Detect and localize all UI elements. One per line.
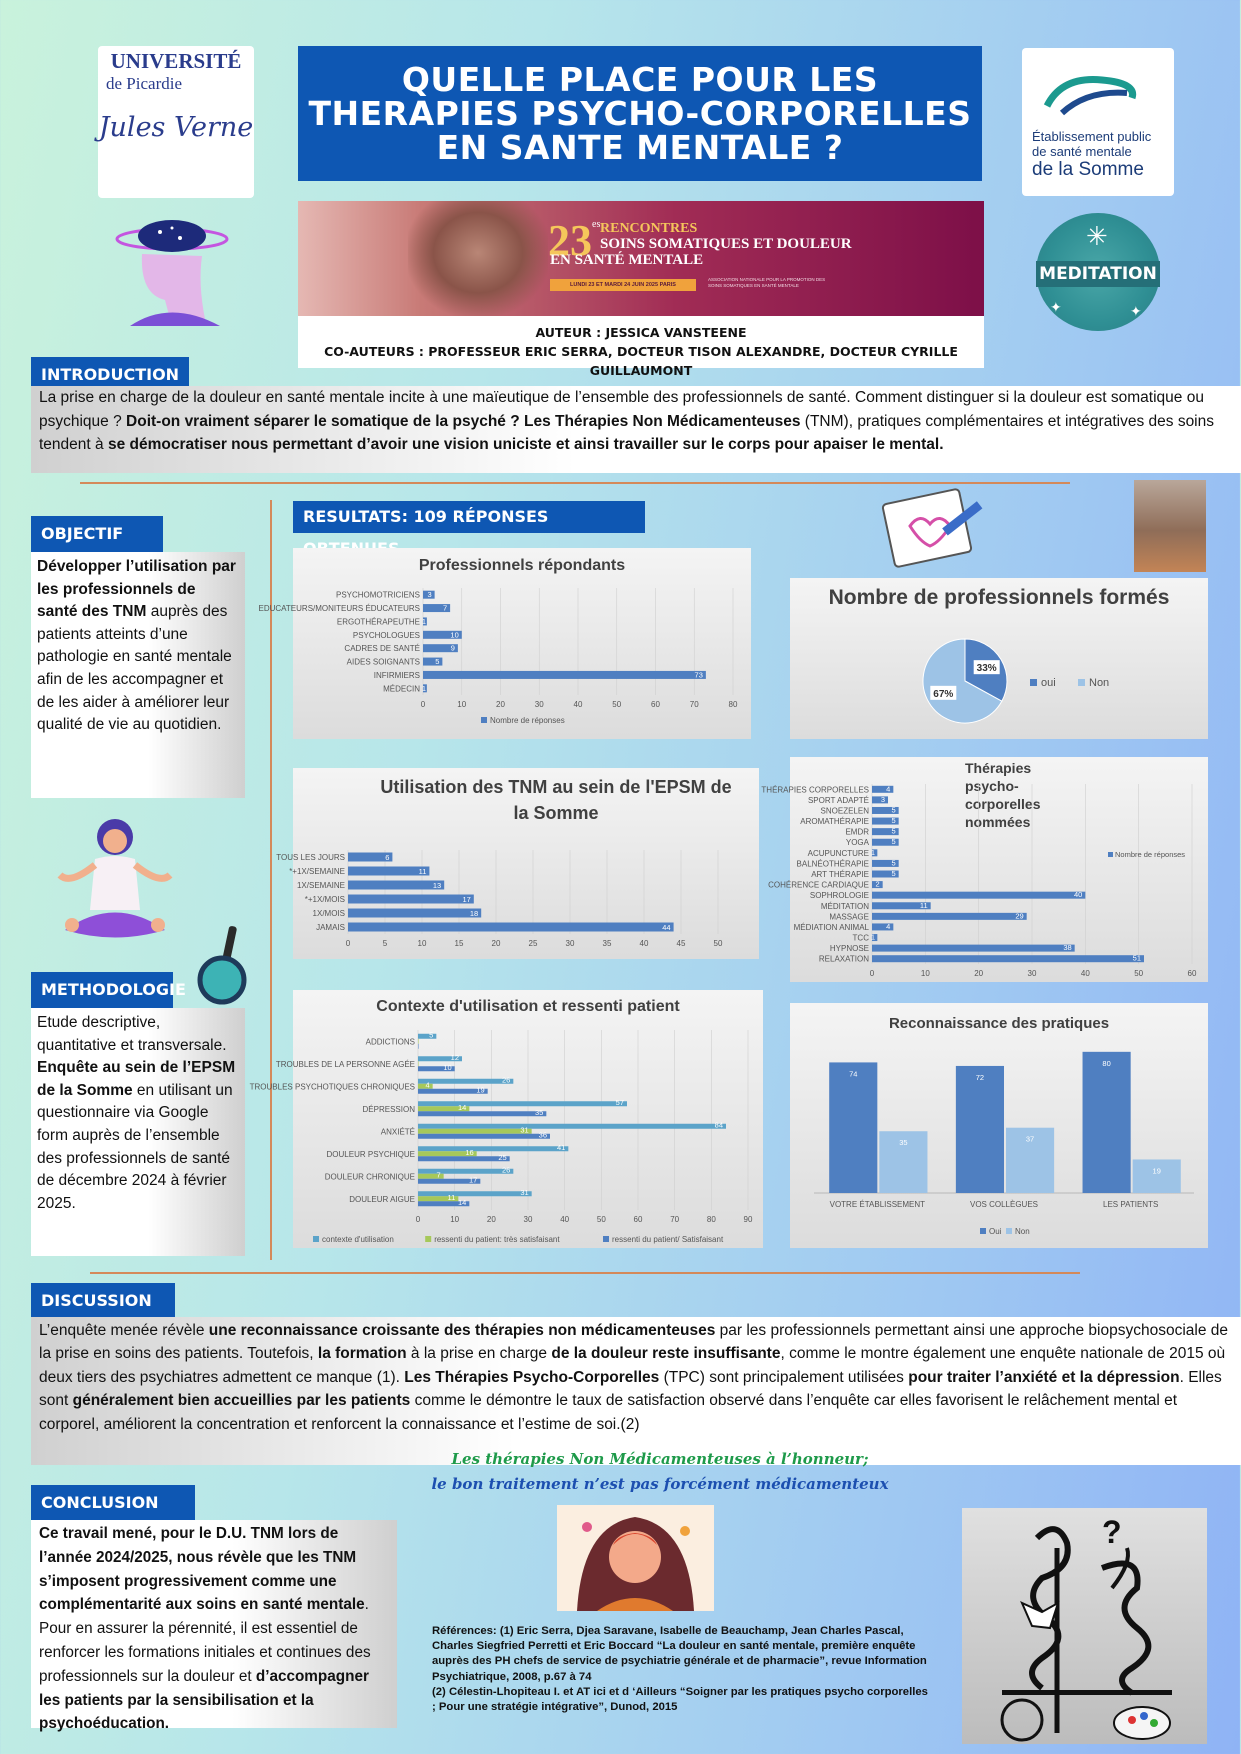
category-label: 1X/MOIS [312,909,345,918]
category-label: TROUBLES DE LA PERSONNE AGÉE [275,1059,415,1069]
coauthors-line: CO-AUTEURS : PROFESSEUR ERIC SERRA, DOCTEUR TISON ALEXANDRE, DOCTEUR CYRILLE GUILLAUMONT [324,344,958,378]
category-label: SOPHROLOGIE [809,891,869,901]
data-label: 80 [1102,1058,1111,1068]
x-tick-label: 60 [633,1215,643,1224]
data-label: 11 [919,900,928,910]
univ-logo-line1: UNIVERSITÉ [110,49,242,73]
disc-t5: (TPC) sont principalement utilisées [659,1368,909,1386]
bar [423,671,706,679]
data-label: 35 [899,1138,908,1148]
bar [348,923,674,932]
x-tick-label: 60 [651,700,660,709]
bar [1133,1159,1181,1193]
x-tick-label: 70 [689,700,699,709]
data-label: 73 [694,670,703,680]
category-label: DÉPRESSION [362,1104,415,1114]
bar [348,867,429,876]
data-label: 19 [476,1085,485,1095]
x-tick-label: 30 [523,1215,533,1224]
legend-swatch [1108,852,1113,857]
legend-swatch [481,717,487,723]
data-label: 51 [1132,953,1141,963]
disc-t7: comme le démontre le taux de satisfaction observé dans l’enquête car elles favorisent le relâchement mental et corporel, améliorent la concentration et renforcent la connaissance et l’estime de soi.(2) [39,1392,1178,1433]
chart-reconnaissance-plot [790,1003,1208,1248]
category-label: VOTRE ÉTABLISSEMENT [829,1200,926,1209]
reference-2: (2) Célestin-Lhopiteau I. et AT ici et d ‘Ailleurs “Soigner par les pratiques psycho corporelles ; Pour une stratégie intégrative”, Dunod, 2015 [432,1685,928,1714]
category-label: SPORT ADAPTÉ [807,795,869,805]
authors-block [298,316,984,378]
conference-banner [298,201,984,316]
discussion-text [31,1317,1241,1465]
section-heading-methodologie: METHODOLOGIE [31,972,173,1008]
objectif-bold: Développer l’utilisation par les professionnels de santé des TNM [37,558,236,621]
legend-swatch [980,1228,986,1234]
data-label: 31 [520,1187,529,1197]
meditation-badge-label: MEDITATION [1036,261,1160,287]
category-label: JAMAIS [316,923,345,932]
data-label: 14 [457,1197,467,1207]
category-label: COHÉRENCE CARDIAQUE [768,880,869,890]
chart-title: Thérapies psycho-corporelles nommées [965,760,1041,830]
notebook-heart-icon [880,484,990,566]
concl-text: . Pour en assurer la pérennité, il est essentiel de renforcer les formations initiales et continues des professionnels sur la douleur et [39,1596,371,1685]
bar [418,1061,419,1066]
data-label: 16 [465,1147,474,1157]
legend-label: ressenti du patient/ Satisfaisant [612,1235,724,1244]
tagline-quote [400,1447,920,1497]
disc-b6: généralement bien accueillies par les patients [72,1392,411,1410]
star-icon-2: ✦ [1130,303,1142,319]
x-tick-label: 40 [1080,969,1090,978]
x-tick-label: 80 [728,700,738,709]
svg-text:?: ? [1102,1514,1122,1550]
data-label: 11 [418,867,427,876]
x-tick-label: 20 [486,1215,496,1224]
bar [348,895,474,904]
x-tick-label: 50 [1134,969,1144,978]
data-label: 7 [436,1170,441,1180]
chart-title: Utilisation des TNM au sein de l'EPSM de la Somme [380,777,732,823]
meth-text-1: Etude descriptive, quantitative et transversale. [37,1014,227,1054]
banner-line2: SOINS SOMATIQUES ET DOULEUR [600,236,852,252]
chart-title: Contexte d'utilisation et ressenti patient [376,998,680,1015]
chart-therapies [761,757,1208,982]
magnifier-icon [196,922,256,1004]
data-label: 10 [443,1062,452,1072]
caduceus-icon [962,1508,1207,1744]
bar [872,913,1027,920]
bar [418,1146,568,1151]
x-tick-label: 80 [706,1215,716,1224]
data-label: 72 [975,1072,985,1082]
category-label: AIDES SOIGNANTS [346,657,420,667]
category-label: MASSAGE [829,912,869,922]
data-label: 37 [1025,1134,1035,1144]
bar [418,1129,532,1134]
data-label: 1 [421,683,426,693]
star-icon: ✦ [1050,299,1062,315]
data-label: 26 [501,1075,511,1085]
data-label: 5 [435,657,440,667]
legend-label: Nombre de réponses [490,716,565,725]
legend-swatch [1030,679,1037,686]
legend-label: contexte d'utilisation [322,1235,394,1244]
data-label: 18 [469,909,479,918]
x-tick-label: 50 [612,700,622,709]
bar [872,955,1144,962]
category-label: ANXIÉTÉ [380,1127,415,1137]
x-tick-label: 10 [417,939,427,948]
data-label: 29 [1015,911,1024,921]
bar [418,1191,532,1196]
bar [423,658,442,666]
category-label: 1X/SEMAINE [296,881,345,890]
x-tick-label: 30 [565,939,575,948]
data-label: 2 [875,879,880,889]
data-label: 57 [615,1097,624,1107]
data-label: 44 [662,923,671,932]
x-tick-label: 90 [743,1215,753,1224]
data-label: 13 [432,881,442,890]
data-label: 5 [891,805,896,815]
legend-label: oui [1041,677,1056,689]
data-label: 4 [886,921,891,931]
x-tick-label: 30 [1027,969,1037,978]
category-label: DOULEUR AIGUE [349,1194,415,1204]
banner-sup: es [592,219,601,230]
category-label: ADDICTIONS [365,1037,415,1047]
x-tick-label: 25 [528,939,538,948]
data-label: 41 [556,1142,566,1152]
category-label: THÉRAPIES CORPORELLES [761,785,869,795]
data-label: 4 [425,1080,430,1090]
x-tick-label: 35 [602,939,612,948]
intro-text-1: La prise en charge de la douleur en santé mentale incite à une maïeutique de l’ensemble des professionnels de santé. Comment distinguer si la douleur est somatique ou psychique ? [39,389,1204,430]
introduction-text [31,386,1241,473]
epsm-logo-line1: Établissement public [1032,129,1152,144]
disc-t1: L’enquête menée révèle [39,1322,209,1339]
data-label: 38 [1063,943,1072,953]
bar [418,1124,726,1129]
category-label: EDUCATEURS/MONITEURS ÉDUCATEURS [258,604,420,614]
category-label: TROUBLES PSYCHOTIQUES CHRONIQUES [249,1082,415,1092]
x-tick-label: 20 [974,969,984,978]
references [432,1624,930,1715]
disc-b2: la formation [317,1345,407,1363]
category-label: MÉDECIN [383,684,420,694]
category-label: RELAXATION [818,954,869,964]
epsm-logo-line2: de santé mentale [1032,144,1132,159]
legend-swatch [603,1236,609,1242]
data-label: 31 [520,1125,529,1135]
category-label: MÉDIATION ANIMAL [793,922,869,932]
author-line: AUTEUR : JESSICA VANSTEENE [535,325,747,340]
legend-label: Nombre de réponses [1115,850,1186,859]
brain-galaxy-icon [110,214,240,334]
sparkle-icon: ✳ [1086,221,1108,251]
chart-title: Reconnaissance des pratiques [888,1015,1110,1032]
meditation-badge [1036,213,1160,331]
methodologie-text [31,1008,245,1256]
x-tick-label: 0 [869,969,875,978]
data-label: 84 [714,1120,723,1130]
bar [418,1134,550,1139]
chart-legend [481,716,565,725]
bar [418,1044,419,1049]
x-tick-label: 50 [596,1215,606,1224]
concl-bold-1: Ce travail mené, pour le D.U. TNM lors de l’année 2024/2025, nous révèle que les TNM s’imposent progressivement comme une complémentarité aux soins en santé mentale [39,1525,365,1614]
disc-b3: de la douleur reste insuffisante [551,1345,781,1363]
bar [348,881,444,890]
intro-text-2: (TNM), pratiques complémentaires et intégratives des soins tendent à [39,412,1214,453]
legend-swatch [1006,1228,1012,1234]
bar [418,1156,510,1161]
univ-logo [98,46,254,198]
objectif-text [31,552,245,798]
x-tick-label: 0 [345,939,351,948]
section-heading-resultats: RESULTATS: 109 RÉPONSES [293,501,645,533]
x-tick-label: 60 [1187,969,1197,978]
chart-utilisation-plot [276,768,759,959]
category-label: ART THÉRAPIE [811,870,869,879]
category-label: DOULEUR PSYCHIQUE [326,1149,415,1159]
x-tick-label: 10 [457,700,467,709]
chart-professionnels [258,548,751,739]
disc-b5: pour traiter l’anxiété et la dépression [908,1368,1180,1386]
x-tick-label: 70 [670,1215,680,1224]
category-label: MÉDITATION [820,901,869,911]
epsm-swirl-icon [1032,68,1162,124]
data-label: 17 [468,1175,478,1185]
chart-formes-plot [790,578,1208,739]
category-label: PSYCHOMOTRICIENS [335,590,420,600]
quote-line-1: Les thérapies Non Médicamenteuses à l’honneur; [451,1450,869,1468]
x-tick-label: 5 [382,939,388,948]
epsm-logo-line3: de la Somme [1032,159,1144,180]
bar [872,892,1085,899]
category-label: VOS COLLÈGUES [969,1200,1039,1209]
meth-bold: Enquête au sein de l’EPSM de la Somme [37,1059,236,1099]
intro-bold-1: Doit-on vraiment séparer le somatique de la psyché ? Les Thérapies Non Médicamenteuses [126,412,801,430]
x-tick-label: 20 [496,700,505,709]
x-tick-label: 40 [639,939,649,948]
category-label: PSYCHOLOGUES [352,630,420,640]
divider-2 [90,1272,1080,1274]
woman-mind-illustration [557,1505,714,1611]
category-label: SNOEZELEN [820,806,869,816]
stacked-stones-photo [1134,480,1206,572]
vertical-divider [270,500,272,1260]
data-label: 26 [501,1165,511,1175]
category-label: ERGOTHÉRAPEUTHE [336,617,420,627]
intro-bold-2: se démocratiser nous permettant d’avoir une vision uniciste et ainsi travailler sur le corps pour apaiser le mental. [107,436,944,453]
concl-bold-2: d’accompagner les patients par la sensibilisation et la psychoéducation. [39,1667,369,1733]
chart-formes [790,578,1208,739]
data-label: 36 [538,1130,547,1140]
data-label: 5 [891,869,896,878]
section-heading-conclusion: CONCLUSION [31,1485,195,1521]
x-tick-label: 0 [415,1215,421,1224]
category-label: YOGA [845,838,869,848]
category-label: AROMATHÉRAPIE [800,817,869,827]
univ-logo-line2: de Picardie [106,74,182,93]
category-label: TCC [852,933,869,943]
data-label: 1 [870,932,875,942]
data-label: 1 [870,847,875,857]
chart-therapies-plot [761,757,1208,982]
chart-reconnaissance [790,1003,1208,1248]
legend-label: Oui [989,1227,1002,1236]
disc-b1: une reconnaissance croissante des thérapies non médicamenteuses [208,1322,716,1339]
data-label: 7 [442,603,448,613]
category-label: EMDR [845,827,869,837]
data-label: 12 [450,1052,459,1062]
chart-title: Professionnels répondants [418,557,626,574]
x-tick-label: 50 [713,939,723,948]
category-label: ACUPUNCTURE [807,848,869,858]
epsm-logo [1022,48,1174,196]
objectif-body: auprès des patients atteints d’une pathologie en santé mentale afin de les accompagner et de les aider à améliorer leur qualité de vie au quotidien. [37,603,232,734]
category-label: BALNÉOTHÉRAPIE [796,859,869,869]
chart-professionnels-plot [258,548,751,739]
chart-legend [1108,850,1185,859]
chart-contexte-plot [249,990,763,1248]
bar [418,1101,627,1106]
data-label: 17 [462,895,471,904]
legend-swatch [425,1236,431,1242]
chart-title: Nombre de professionnels formés [828,586,1170,609]
bar [418,1039,419,1044]
category-label: DOULEUR CHRONIQUE [324,1172,415,1182]
legend-label: Non [1015,1227,1030,1236]
section-heading-introduction: INTRODUCTION [31,357,189,393]
section-heading-discussion: DISCUSSION [31,1283,175,1319]
disc-t6: . Elles sont [39,1368,1222,1410]
data-label: 1 [421,616,426,626]
meditating-person-icon [50,815,180,955]
banner-number: 23 [548,216,592,265]
data-label: 5 [891,837,896,847]
data-label: 5 [891,826,896,836]
data-label: 9 [450,643,455,653]
data-label: 35 [534,1107,544,1117]
data-label: 3 [880,794,885,804]
data-label: 19 [1152,1166,1161,1176]
data-label: 5 [891,816,896,826]
bar [829,1062,877,1193]
reference-1: Références: (1) Eric Serra, Djea Saravane, Isabelle de Beauchamp, Jean Charles Pascal, Charles Siegfried Perretti et Eric Boccard “La douleur en santé mentale, première enquête auprès des PH chefs de service de psychiatrie générale et de pharmacie”, revue Information Psychiatrique, 2008, p.67 à 74 [432,1625,927,1683]
data-label: 3 [427,590,432,600]
section-heading-objectif: OBJECTIF [31,516,163,552]
conclusion-text [31,1520,397,1733]
category-label: INFIRMIERS [373,670,420,680]
x-tick-label: 10 [450,1215,460,1224]
legend-label: Non [1089,677,1110,689]
x-tick-label: 0 [420,700,426,709]
data-label: 40 [1073,890,1083,900]
chart-utilisation [276,768,759,959]
data-label: 11 [447,1192,456,1202]
x-tick-label: 45 [676,939,686,948]
caduceus-drawing [962,1508,1207,1744]
bar [418,1169,513,1174]
banner-assoc: ASSOCIATION NATIONALE POUR LA PROMOTION DES SOINS SOMATIQUES EN SANTÉ MENTALE [708,277,826,288]
category-label: HYPNOSE [829,944,869,954]
banner-line3: EN SANTÉ MENTALE [550,252,704,268]
bar [418,1034,436,1039]
category-label: TOUS LES JOURS [276,853,345,862]
quote-line-2: le bon traitement n’est pas forcément médicamenteux [431,1475,889,1493]
banner-line1: RENCONTRES [600,221,698,236]
legend-label: ressenti du patient: très satisfaisant [434,1235,560,1244]
x-tick-label: 20 [491,939,501,948]
banner-portrait [408,201,548,316]
data-label: 14 [457,1102,467,1112]
x-tick-label: 10 [920,969,930,978]
chart-contexte [249,990,763,1248]
disc-t4: , comme le montre également une enquête nationale de 2015 où deux tiers des psychiatres admettent ce manque (1). [39,1345,1226,1386]
banner-dates: LUNDI 23 ET MARDI 24 JUIN 2025 PARIS [550,279,696,291]
disc-b4: Les Thérapies Psycho-Corporelles [404,1368,660,1386]
data-label: 74 [849,1069,858,1079]
pie-label: 67% [933,688,954,700]
x-tick-label: 40 [573,700,583,709]
data-label: 5 [891,858,896,868]
x-tick-label: 40 [560,1215,570,1224]
univ-logo-signature: Jules Verne [98,112,254,143]
bar [956,1066,1004,1193]
bar [418,1079,513,1084]
bar [418,1111,546,1116]
x-tick-label: 15 [454,939,464,948]
data-label: 10 [450,630,459,640]
category-label: *+1X/MOIS [304,895,345,904]
disc-t2: par les professionnels permettant ainsi une approche biopsychosociale de la prise en soins des patients. Toutefois, [39,1322,1229,1363]
category-label: LES PATIENTS [1103,1200,1159,1209]
data-label: 5 [429,1030,434,1040]
pie-label: 33% [976,663,997,675]
category-label: CADRES DE SANTÉ [344,644,420,654]
legend-swatch [1078,679,1085,686]
bar [872,945,1075,952]
data-label: 4 [886,784,891,794]
x-tick-label: 30 [534,700,544,709]
data-label: 25 [498,1152,507,1162]
poster-title: QUELLE PLACE POUR LES THERAPIES PSYCHO-CORPORELLES EN SANTE MENTALE ? [298,46,982,181]
bar [1083,1052,1131,1193]
category-label: *+1X/SEMAINE [289,867,345,876]
data-label: 6 [385,853,390,862]
meth-text-2: en utilisant un questionnaire via Google form auprès de l’ensemble des professionnels de santé de décembre 2024 à février 2025. [37,1081,233,1212]
disc-t3: à la prise en charge [406,1345,552,1363]
bar [348,909,481,918]
legend-swatch [313,1236,319,1242]
